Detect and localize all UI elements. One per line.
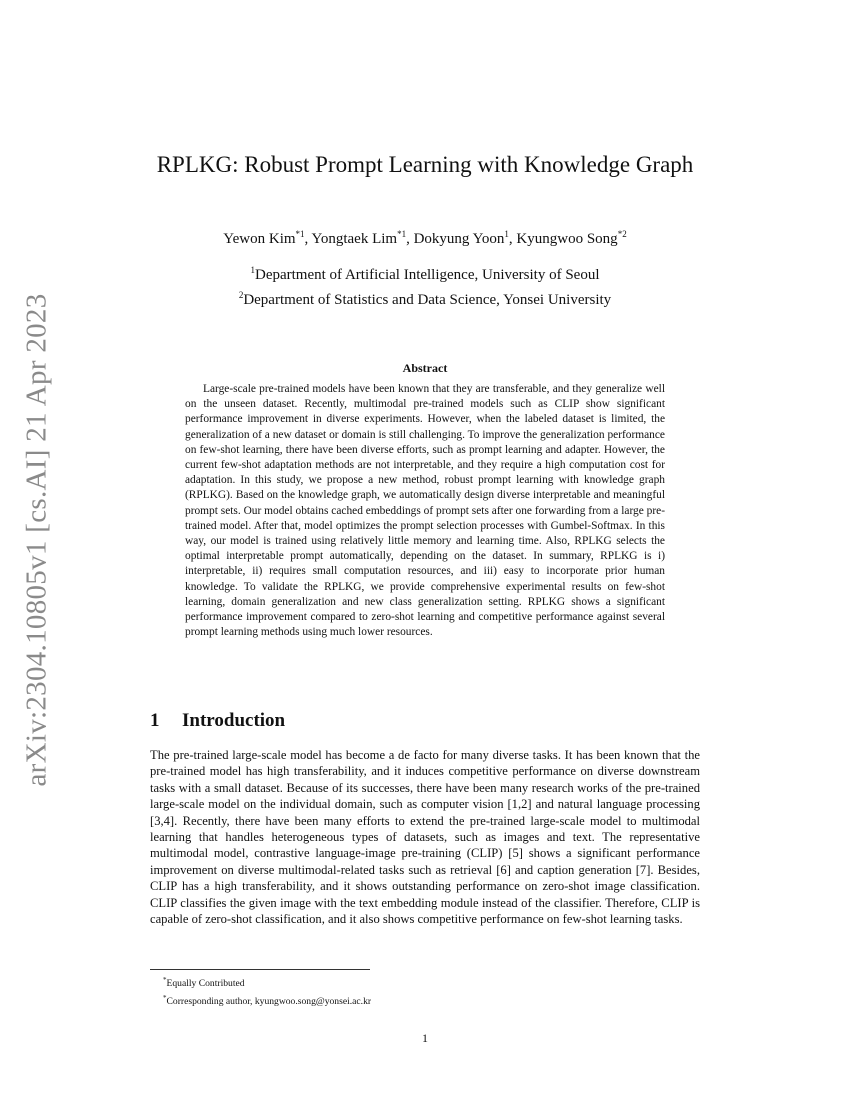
author-mark: *1 <box>295 229 305 239</box>
affiliations <box>150 260 700 310</box>
footnote-mark: * <box>163 994 167 1002</box>
author-mark: 1 <box>504 229 509 239</box>
author-mark: *2 <box>617 229 627 239</box>
affiliation-line <box>150 285 700 310</box>
footnote <box>163 991 371 1009</box>
affiliation-line <box>150 260 700 285</box>
affiliation-mark: 2 <box>238 290 244 300</box>
affiliation-text: Department of Statistics and Data Science, Yonsei University <box>243 292 612 308</box>
footnote-text: Corresponding author, kyungwoo.song@yonsei.ac.kr <box>166 996 372 1007</box>
intro-paragraph: The pre-trained large-scale model has become a de facto for many diverse tasks. It has been known that the pre-trained model has high transferability, and it induces competitive performance on diverse downstream tasks with a small dataset. Because of its successes, there have been many research works of the pre-trained large-scale model on the individual domain, such as computer vision [1,2] and natural language processing [3,4]. Recently, there have been many efforts to extend the pre-trained large-scale model to multimodal learning that handles heterogeneous types of datasets, such as images and text. The representative multimodal model, contrastive language-image pre-training (CLIP) [5] shows a significant performance improvement on diverse multimodal-related tasks such as retrieval [6] and caption generation [7]. Besides, CLIP has a high transferability, and it shows outstanding performance on zero-shot image classification. CLIP classifies the given image with the text embedding module instead of the classifier. Therefore, CLIP is capable of zero-shot classification, and it also shows competitive performance on few-shot learning tasks. <box>150 748 700 927</box>
section-number: 1 <box>150 710 160 731</box>
footnote-rule <box>150 969 370 970</box>
arxiv-stamp-text: arXiv:2304.10805v1 [cs.AI] 21 Apr 2023 <box>20 293 53 787</box>
affiliation-mark: 1 <box>250 265 255 275</box>
author-mark: *1 <box>397 229 407 239</box>
author-name: Dokyung Yoon <box>413 231 505 247</box>
section-heading <box>150 710 285 732</box>
author-name: Yewon Kim <box>223 231 296 247</box>
affiliation-text: Department of Artificial Intelligence, University of Seoul <box>255 267 600 283</box>
footnotes <box>163 973 371 1009</box>
footnote-mark: * <box>163 976 167 984</box>
paper-title: RPLKG: Robust Prompt Learning with Knowledge Graph <box>156 152 694 177</box>
author-name: Yongtaek Lim <box>311 231 398 247</box>
footnote <box>163 973 371 991</box>
author-name: Kyungwoo Song <box>516 231 618 247</box>
author-list: Yewon Kim$^{*1}$, Yongtaek Lim$^{*1}$, Dokyung Yoon$^1$, Kyungwoo Song$^{*2}$ <box>223 229 627 247</box>
section-title: Introduction <box>182 710 286 731</box>
page-number: 1 <box>422 1031 428 1045</box>
abstract-heading: Abstract <box>402 361 448 375</box>
abstract-body: Large-scale pre-trained models have been known that they are transferable, and they generalize well on the unseen dataset. Recently, multimodal pre-trained models such as CLIP show significant performance improvement in diverse experiments. However, when the labeled dataset is limited, the generalization of a new dataset or domain is still challenging. To improve the generalization performance on few-shot learning, there have been diverse efforts, such as prompt learning and adapter. However, the current few-shot adaptation methods are not interpretable, and they require a high computation cost for adaptation. In this study, we propose a new method, robust prompt learning with knowledge graph (RPLKG). Based on the knowledge graph, we automatically design diverse interpretable and meaningful prompt sets. Our model obtains cached embeddings of prompt sets after one forwarding from a large pre-trained model. After that, model optimizes the prompt selection processes with Gumbel-Softmax. In this way, our model is trained using relatively little memory and learning time. Also, RPLKG selects the optimal interpretable prompt automatically, depending on the dataset. In summary, RPLKG is i) interpretable, ii) requires small computation resources, and iii) easy to incorporate prior human knowledge. To validate the RPLKG, we provide comprehensive experimental results on few-shot learning, domain generalization and new class generalization setting. RPLKG shows a significant performance improvement compared to zero-shot learning and competitive performance against several prompt learning methods using much lower resources. <box>185 383 665 639</box>
arxiv-stamp <box>18 293 56 787</box>
footnote-text: Equally Contributed <box>166 978 245 989</box>
